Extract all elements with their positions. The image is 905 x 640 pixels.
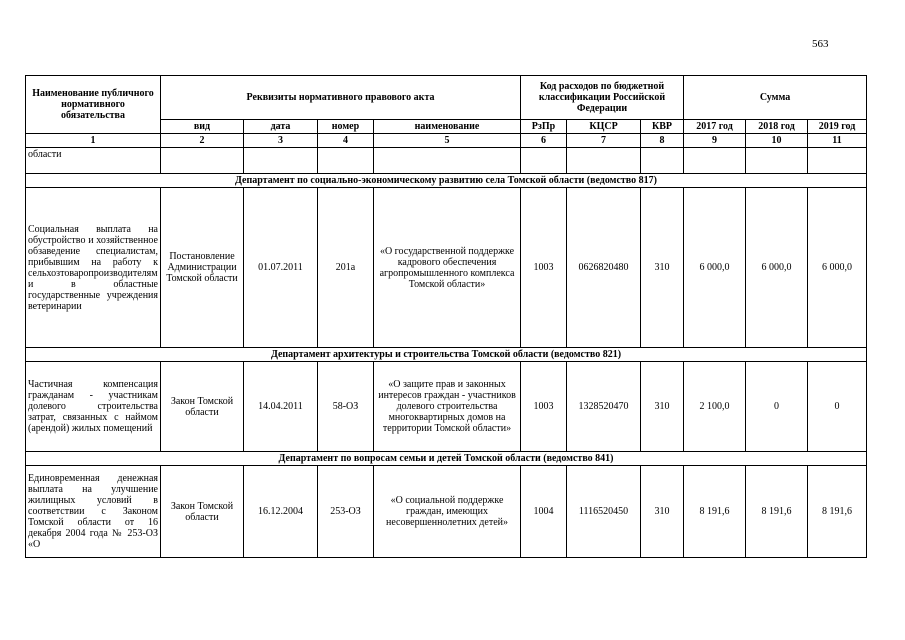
subheader-cell: наименование: [374, 120, 521, 134]
column-number: 8: [641, 134, 684, 148]
act-date: 14.04.2011: [244, 362, 318, 452]
col-header-sum: Сумма: [684, 76, 867, 120]
act-number: 58-ОЗ: [318, 362, 374, 452]
sum-2019: 6 000,0: [808, 188, 867, 348]
subheader-cell: 2018 год: [746, 120, 808, 134]
header-row-top: [26, 76, 867, 120]
table-row: [26, 466, 867, 558]
empty-cell: [684, 148, 746, 174]
empty-cell: [567, 148, 641, 174]
rzpr-code: 1004: [521, 466, 567, 558]
col-header-code: Код расходов по бюджетной классификации Российской Федерации: [521, 76, 684, 120]
rzpr-code: 1003: [521, 362, 567, 452]
sum-2018: 0: [746, 362, 808, 452]
table-row: [26, 362, 867, 452]
column-number: 2: [161, 134, 244, 148]
kvr-code: 310: [641, 362, 684, 452]
department-row: [26, 174, 867, 188]
act-type: Постановление Администрации Томской области: [161, 188, 244, 348]
col-header-requisites: Реквизиты нормативного правового акта: [161, 76, 521, 120]
subheader-cell: вид: [161, 120, 244, 134]
subheader-cell: дата: [244, 120, 318, 134]
obligation-name: Частичная компенсация гражданам - участникам долевого строительства затрат, связанных с наймом (арендой) жилых помещений: [26, 362, 161, 452]
table-row: [26, 188, 867, 348]
act-title: «О государственной поддержке кадрового обеспечения агропромышленного комплекса Томской области»: [374, 188, 521, 348]
column-number-row: [26, 134, 867, 148]
empty-cell: [318, 148, 374, 174]
column-number: 1: [26, 134, 161, 148]
department-row: [26, 452, 867, 466]
page-number: 563: [812, 38, 829, 50]
act-number: 253-ОЗ: [318, 466, 374, 558]
act-title: «О социальной поддержке граждан, имеющих несовершеннолетних детей»: [374, 466, 521, 558]
rzpr-code: 1003: [521, 188, 567, 348]
column-number: 11: [808, 134, 867, 148]
department-heading: Департамент по вопросам семьи и детей Томской области (ведомство 841): [26, 452, 867, 466]
department-heading: Департамент архитектуры и строительства Томской области (ведомство 821): [26, 348, 867, 362]
department-row: [26, 348, 867, 362]
kvr-code: 310: [641, 466, 684, 558]
sum-2017: 6 000,0: [684, 188, 746, 348]
subheader-cell: РзПр: [521, 120, 567, 134]
kcsr-code: 0626820480: [567, 188, 641, 348]
column-number: 6: [521, 134, 567, 148]
column-number: 3: [244, 134, 318, 148]
empty-cell: [746, 148, 808, 174]
empty-cell: [244, 148, 318, 174]
department-heading: Департамент по социально-экономическому развитию села Томской области (ведомство 817): [26, 174, 867, 188]
act-type: Закон Томской области: [161, 362, 244, 452]
sum-2019: 8 191,6: [808, 466, 867, 558]
sum-2017: 2 100,0: [684, 362, 746, 452]
column-number: 4: [318, 134, 374, 148]
subheader-cell: КЦСР: [567, 120, 641, 134]
subheader-cell: 2017 год: [684, 120, 746, 134]
empty-cell: [521, 148, 567, 174]
obligations-table: [25, 75, 867, 558]
sum-2019: 0: [808, 362, 867, 452]
empty-cell: [641, 148, 684, 174]
subheader-cell: 2019 год: [808, 120, 867, 134]
empty-cell: [374, 148, 521, 174]
sum-2018: 6 000,0: [746, 188, 808, 348]
column-number: 9: [684, 134, 746, 148]
kcsr-code: 1116520450: [567, 466, 641, 558]
act-title: «О защите прав и законных интересов граждан - участников долевого строительства многоквартирных домов на территории Томской области»: [374, 362, 521, 452]
continuation-row: [26, 148, 867, 174]
column-number: 7: [567, 134, 641, 148]
act-date: 16.12.2004: [244, 466, 318, 558]
obligation-name: Единовременная денежная выплата на улучшение жилищных условий в соответствии с Законом Томской области от 16 декабря 2004 года № 253-ОЗ «О: [26, 466, 161, 558]
act-number: 201а: [318, 188, 374, 348]
subheader-cell: номер: [318, 120, 374, 134]
column-number: 5: [374, 134, 521, 148]
act-type: Закон Томской области: [161, 466, 244, 558]
obligation-name: Социальная выплата на обустройство и хозяйственное обзаведение специалистам, прибывшим на работу к сельхозтоваропроизводителям и в областные государственные учреждения ветеринарии: [26, 188, 161, 348]
empty-cell: [161, 148, 244, 174]
empty-cell: [808, 148, 867, 174]
kvr-code: 310: [641, 188, 684, 348]
act-date: 01.07.2011: [244, 188, 318, 348]
subheader-cell: КВР: [641, 120, 684, 134]
sum-2017: 8 191,6: [684, 466, 746, 558]
continuation-name: области: [26, 148, 161, 174]
sum-2018: 8 191,6: [746, 466, 808, 558]
col-header-name: Наименование публичного нормативного обязательства: [26, 76, 161, 134]
column-number: 10: [746, 134, 808, 148]
kcsr-code: 1328520470: [567, 362, 641, 452]
